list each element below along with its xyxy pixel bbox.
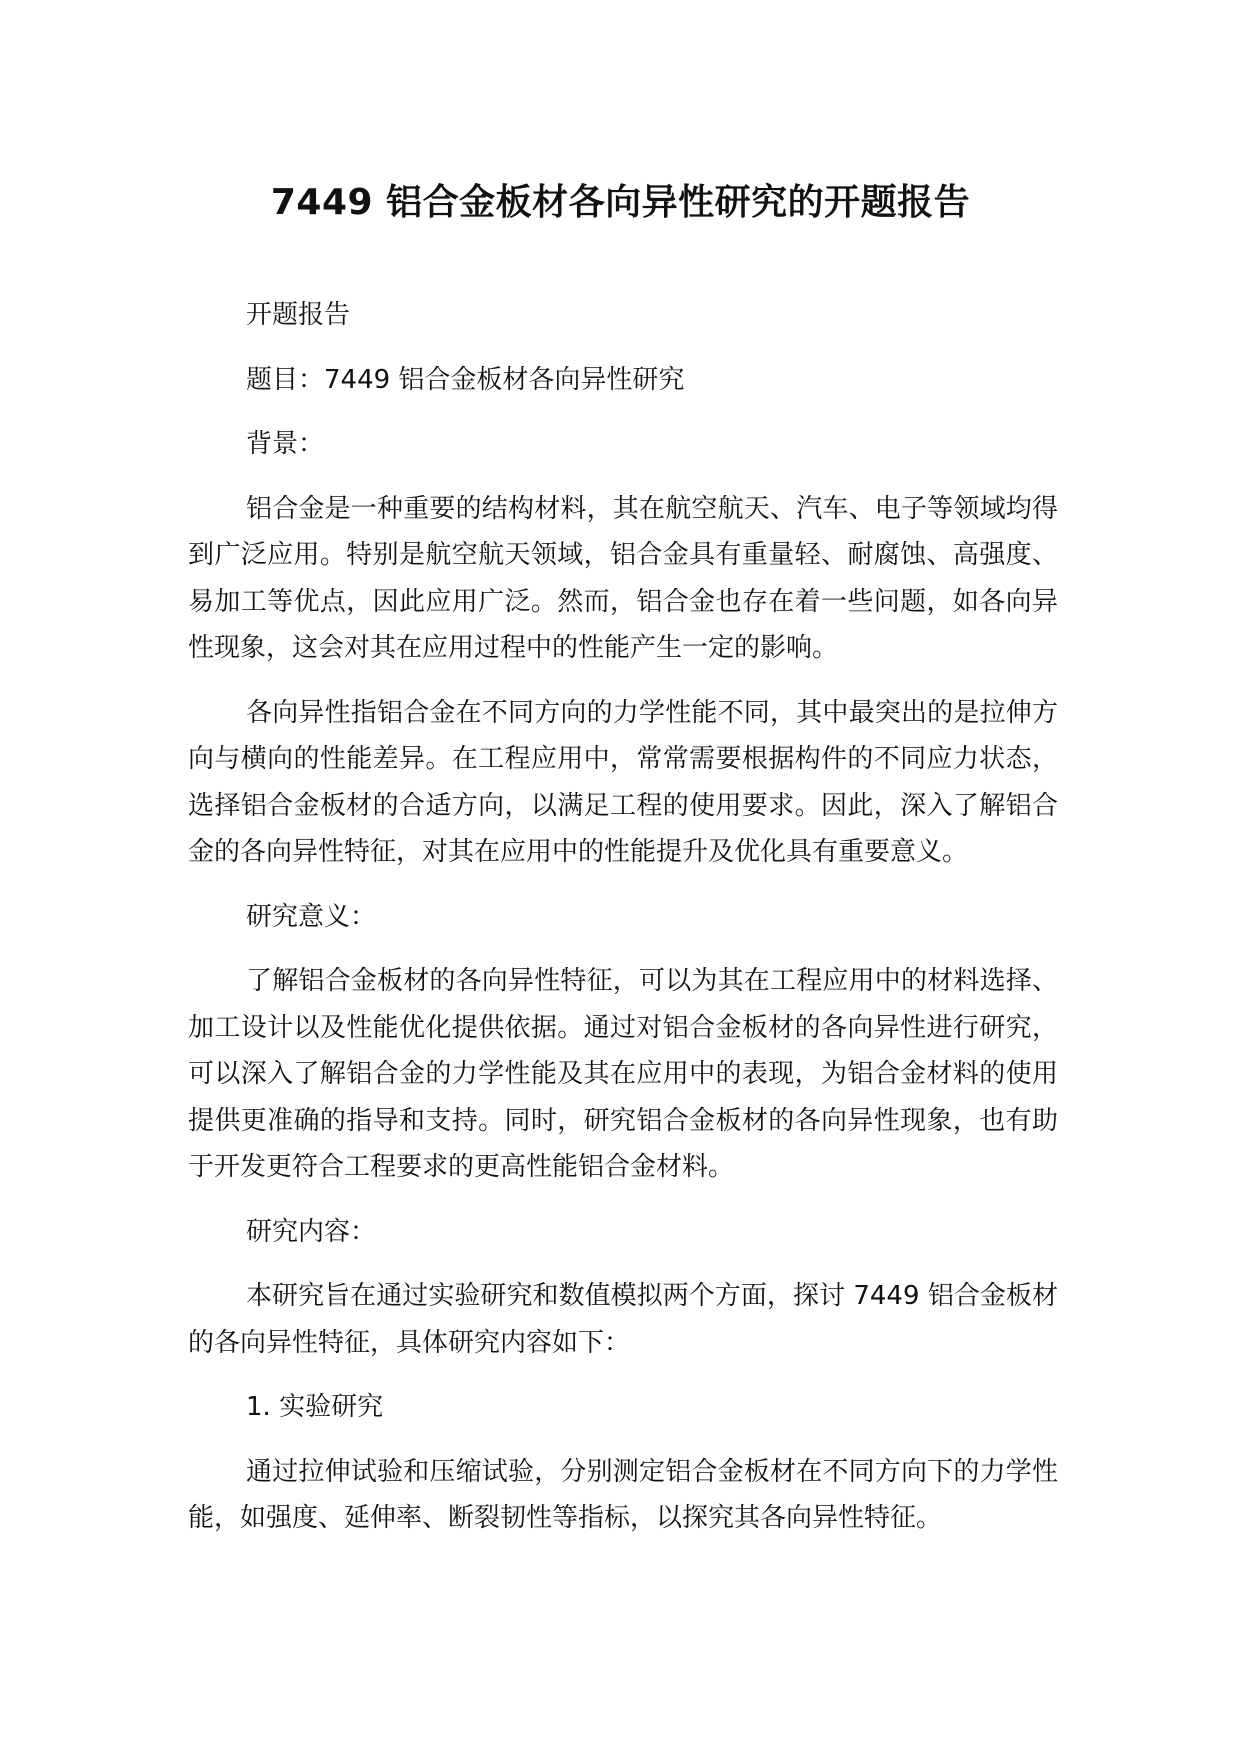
document-body: [188, 292, 1058, 1560]
topic-line: 题目：7449 铝合金板材各向异性研究: [246, 364, 685, 395]
section-heading-report: 开题报告: [246, 300, 351, 330]
background-paragraph-2: 各向异性指铝合金在不同方向的力学性能不同，其中最突出的是拉伸方向与横向的性能差异。在工程应用中，常常需要根据构件的不同应力状态，选择铝合金板材的合适方向，以满足工程的使用要求。因此，深入了解铝合金的各向异性特征，对其在应用中的性能提升及优化具有重要意义。: [188, 697, 1058, 867]
section-heading-significance: 研究意义：: [246, 901, 377, 932]
background-paragraph-1: 铝合金是一种重要的结构材料，其在航空航天、汽车、电子等领域均得到广泛应用。特别是航空航天领域，铝合金具有重量轻、耐腐蚀、高强度、易加工等优点，因此应用广泛。然而，铝合金也存在着一些问题，如各向异性现象，这会对其在应用过程中的性能产生一定的影响。: [188, 493, 1058, 663]
document-title: 7449 铝合金板材各向异性研究的开题报告: [270, 182, 971, 223]
experiment-paragraph: 通过拉伸试验和压缩试验，分别测定铝合金板材在不同方向下的力学性能，如强度、延伸率、断裂韧性等指标，以探究其各向异性特征。: [188, 1456, 1058, 1533]
content-intro-paragraph: 本研究旨在通过实验研究和数值模拟两个方面，探讨 7449 铝合金板材的各向异性特征，具体研究内容如下：: [188, 1281, 1058, 1358]
significance-paragraph: 了解铝合金板材的各向异性特征，可以为其在工程应用中的材料选择、加工设计以及性能优化提供依据。通过对铝合金板材的各向异性进行研究，可以深入了解铝合金的力学性能及其在应用中的表现，为铝合金材料的使用提供更准确的指导和支持。同时，研究铝合金板材的各向异性现象，也有助于开发更符合工程要求的更高性能铝合金材料。: [188, 966, 1058, 1182]
section-heading-background: 背景：: [246, 429, 325, 459]
subheading-experiment: 1. 实验研究: [246, 1392, 384, 1422]
section-heading-content: 研究内容：: [246, 1216, 377, 1247]
